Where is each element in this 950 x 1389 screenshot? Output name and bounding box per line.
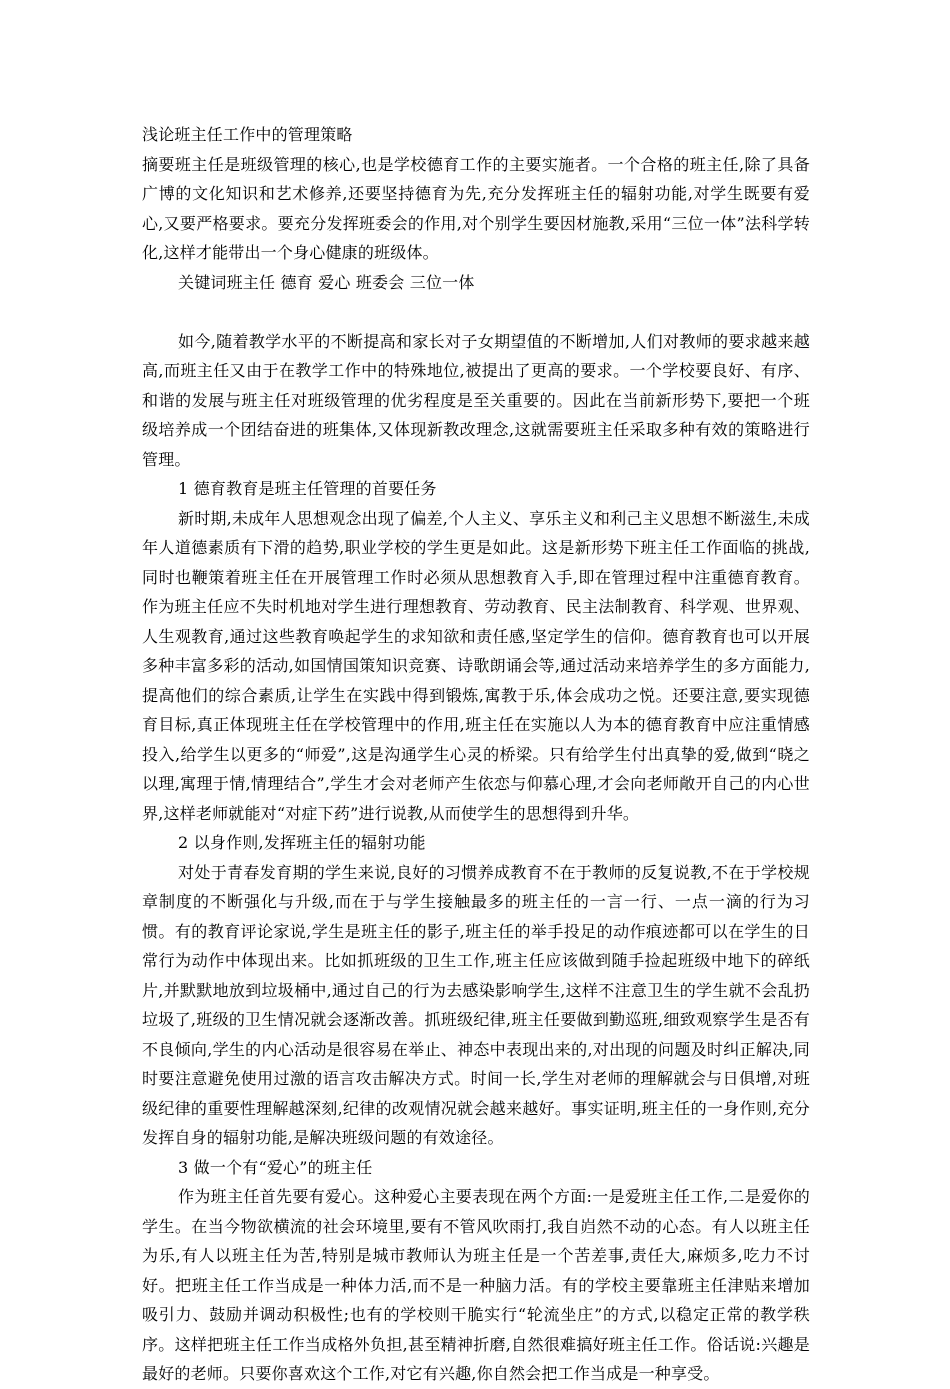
- abstract-paragraph: 摘要班主任是班级管理的核心,也是学校德育工作的主要实施者。一个合格的班主任,除了具备广博的文化知识和艺术修养,还要坚持德育为先,充分发挥班主任的辐射功能,对学生既要有爱心,又要严格要求。要充分发挥班委会的作用,对个别学生要因材施教,采用“三位一体”法科学转化,这样才能带出一个身心健康的班级体。: [142, 154, 810, 262]
- section-3-heading: 3 做一个有“爱心”的班主任: [178, 1157, 373, 1177]
- keywords-line: 关键词班主任 德育 爱心 班委会 三位一体: [178, 272, 475, 292]
- section-1-heading: 1 德育教育是班主任管理的首要任务: [178, 479, 437, 498]
- section-1-paragraph: 新时期,未成年人思想观念出现了偏差,个人主义、享乐主义和利己主义思想不断滋生,未成年人道德素质有下滑的趋势,职业学校的学生更是如此。这是新形势下班主任工作面临的挑战,同时也鞭策着班主任在开展管理工作时必须从思想教育入手,即在管理过程中注重德育教育。作为班主任应不失时机地对学生进行理想教育、劳动教育、民主法制教育、科学观、世界观、人生观教育,通过这些教育唤起学生的求知欲和责任感,坚定学生的信仰。德育教育也可以开展多种丰富多彩的活动,如国情国策知识竞赛、诗歌朗诵会等,通过活动来培养学生的多方面能力,提高他们的综合素质,让学生在实践中得到锻炼,寓教于乐,体会成功之悦。还要注意,要实现德育目标,真正体现班主任在学校管理中的作用,班主任在实施以人为本的德育教育中应注重情感投入,给学生以更多的“师爱”,这是沟通学生心灵的桥梁。只有给学生付出真挚的爱,做到“晓之以理,寓理于情,情理结合”,学生才会对老师产生依恋与仰慕心理,才会向老师敞开自己的内心世界,这样老师就能对“对症下药”进行说教,从而使学生的思想得到升华。: [142, 508, 810, 823]
- section-3-paragraph: 作为班主任首先要有爱心。这种爱心主要表现在两个方面:一是爱班主任工作,二是爱你的学生。在当今物欲横流的社会环境里,要有不管风吹雨打,我自岿然不动的心态。有人以班主任为乐,有人以班主任为苦,特别是城市教师认为班主任是一个苦差事,责任大,麻烦多,吃力不讨好。把班主任工作当成是一种体力活,而不是一种脑力活。有的学校主要靠班主任津贴来增加吸引力、鼓励并调动积极性;也有的学校则干脆实行“轮流坐庄”的方式,以稳定正常的教学秩序。这样把班主任工作当成格外负担,甚至精神折磨,自然很难搞好班主任工作。俗话说:兴趣是最好的老师。只要你喜欢这个工作,对它有兴趣,你自然会把工作当成是一种享受。: [142, 1187, 810, 1383]
- intro-paragraph: 如今,随着教学水平的不断提高和家长对子女期望值的不断增加,人们对教师的要求越来越高,而班主任又由于在教学工作中的特殊地位,被提出了更高的要求。一个学校要良好、有序、和谐的发展与班主任对班级管理的优劣程度是至关重要的。因此在当前新形势下,要把一个班级培养成一个团结奋进的班集体,又体现新教改理念,这就需要班主任采取多种有效的策略进行管理。: [142, 331, 810, 469]
- section-2-heading: 2 以身作则,发挥班主任的辐射功能: [178, 833, 426, 852]
- blank-line: [142, 297, 810, 327]
- document-title: 浅论班主任工作中的管理策略: [142, 125, 353, 144]
- section-2-paragraph: 对处于青春发育期的学生来说,良好的习惯养成教育不在于教师的反复说教,不在于学校规章制度的不断强化与升级,而在于与学生接触最多的班主任的一言一行、一点一滴的行为习惯。有的教育评论家说,学生是班主任的影子,班主任的举手投足的动作痕迹都可以在学生的日常行为动作中体现出来。比如抓班级的卫生工作,班主任应该做到随手捡起班级中地下的碎纸片,并默默地放到垃圾桶中,通过自己的行为去感染影响学生,这样不注意卫生的学生就不会乱扔垃圾了,班级的卫生情况就会逐渐改善。抓班级纪律,班主任要做到勤巡班,细致观察学生是否有不良倾向,学生的内心活动是很容易在举止、神态中表现出来的,对出现的问题及时纠正解决,同时要注意避免使用过激的语言攻击解决方式。时间一长,学生对老师的理解就会与日俱增,对班级纪律的重要性理解越深刻,纪律的改观情况就会越来越好。事实证明,班主任的一身作则,充分发挥自身的辐射功能,是解决班级问题的有效途径。: [142, 862, 810, 1147]
- document-body: [142, 120, 810, 1389]
